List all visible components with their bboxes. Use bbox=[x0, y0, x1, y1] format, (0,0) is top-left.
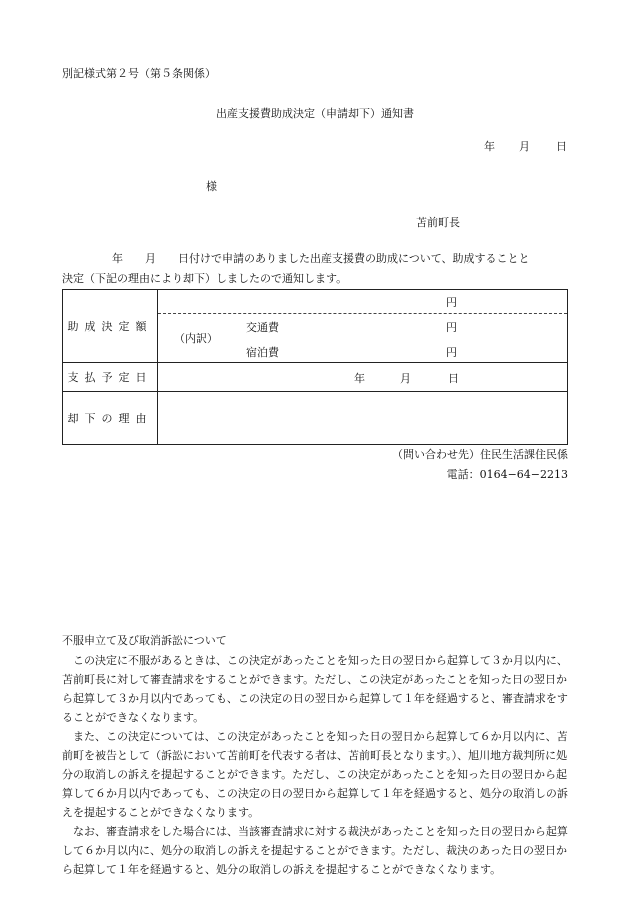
document-title: 出産支援費助成決定（申請却下）通知書 bbox=[216, 107, 414, 120]
notice-body-line1: 年 月 日付けで申請のありました出産支援費の助成について、助成することと bbox=[112, 252, 530, 265]
lodging-yen: 円 bbox=[446, 346, 457, 359]
transport-label: 交通費 bbox=[246, 321, 279, 334]
lodging-label: 宿泊費 bbox=[246, 346, 279, 359]
objection-paragraph-2: また、この決定については、この決定があったことを知った日の翌日から起算して６か月以内に、苫前町を被告として（訴訟において苫前町を代表する者は、苫前町長となります。）、旭川地方裁判所に処分の取消しの訴えを提起することができます。ただし、この決定があったことを知った日の翌日から起算して６か月以内であっても、この決定の日の翌日から起算して１年を経過すると、処分の取消しの訴えを提起することができなくなります。 bbox=[62, 730, 568, 819]
notice-body-line2: 決定（下記の理由により却下）しましたので通知します。 bbox=[62, 272, 348, 285]
objection-paragraph-3: なお、審査請求をした場合には、当該審査請求に対する裁決があったことを知った日の翌日から起算して６か月以内に、処分の取消しの訴えを提起することができます。ただし、裁決のあった日の翌日から起算して１年を経過すると、処分の取消しの訴えを提起することができなくなります。 bbox=[62, 825, 568, 876]
payment-day: 日 bbox=[448, 372, 459, 385]
notice-body bbox=[62, 249, 572, 289]
payment-label: 支払予定日 bbox=[63, 363, 158, 392]
reason-label: 却下の理由 bbox=[63, 392, 158, 445]
issue-date bbox=[484, 138, 567, 154]
phone-number: 電話：0164−64−2213 bbox=[446, 468, 568, 481]
issue-date-year: 年 bbox=[484, 140, 495, 153]
issuer-name: 苫前町長 bbox=[416, 216, 460, 229]
payment-year: 年 bbox=[354, 372, 365, 385]
payment-month: 月 bbox=[400, 372, 411, 385]
recipient-suffix: 様 bbox=[206, 180, 217, 193]
issue-date-day: 日 bbox=[556, 140, 567, 153]
reason-cell bbox=[158, 392, 568, 445]
issue-date-month: 月 bbox=[519, 140, 530, 153]
objection-title: 不服申立て及び取消訴訟について bbox=[62, 634, 227, 647]
contact-info: （問い合わせ先）住民生活課住民係 bbox=[392, 448, 568, 461]
objection-body bbox=[62, 651, 568, 879]
form-number: 別記様式第２号（第５条関係） bbox=[62, 67, 216, 80]
objection-paragraph-1: この決定に不服があるときは、この決定があったことを知った日の翌日から起算して３か月以内に、苫前町長に対して審査請求をすることができます。ただし、この決定があったことを知った日の翌日から起算して３か月以内であっても、この決定の日の翌日から起算して１年を経過すると、審査請求をすることができなくなります。 bbox=[62, 654, 568, 724]
amount-yen: 円 bbox=[446, 296, 457, 309]
amount-label: 助成決定額 bbox=[63, 290, 158, 363]
amount-cell bbox=[158, 290, 568, 363]
breakdown-label: （内訳） bbox=[174, 332, 218, 345]
dashed-divider bbox=[158, 313, 567, 314]
payment-date-cell bbox=[158, 363, 568, 392]
transport-yen: 円 bbox=[446, 321, 457, 334]
decision-table bbox=[62, 289, 568, 445]
